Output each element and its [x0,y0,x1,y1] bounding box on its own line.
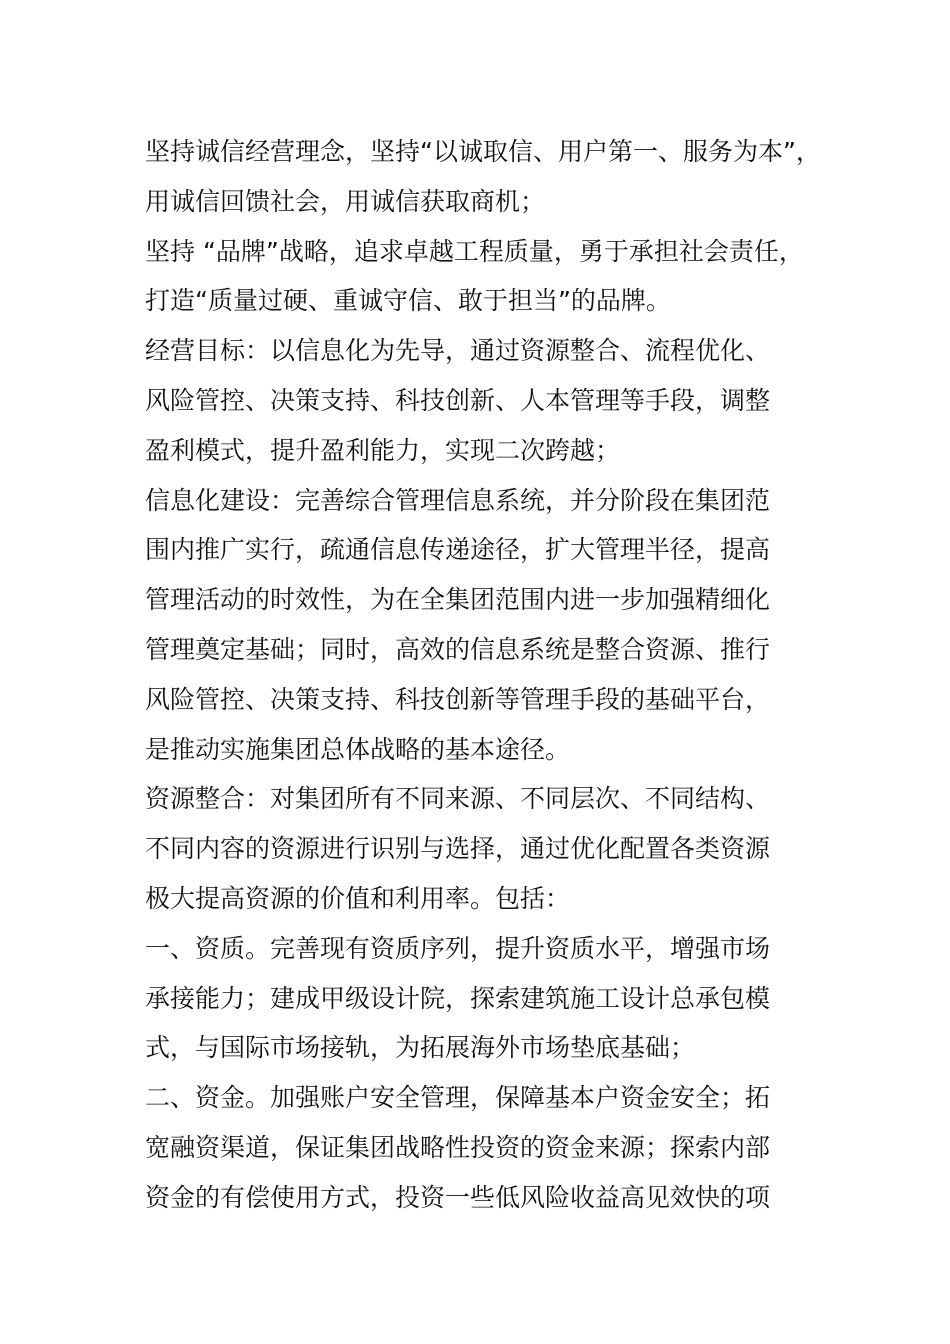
text-line: 风险管控、决策支持、科技创新等管理手段的基础平台， [145,684,771,714]
text-line: 经营目标：以信息化为先导，通过资源整合、流程优化、 [145,336,771,366]
text-line: 承接能力；建成甲级设计院，探索建筑施工设计总承包模 [145,983,771,1013]
text-line: 围内推广实行，疏通信息传递途径，扩大管理半径，提高 [145,535,771,565]
text-line: 信息化建设：完善综合管理信息系统，并分阶段在集团范 [145,485,771,515]
document-body [145,127,845,1223]
text-line: 管理奠定基础；同时，高效的信息系统是整合资源、推行 [145,634,771,664]
text-line: 二、资金。加强账户安全管理，保障基本户资金安全；拓 [145,1083,771,1113]
text-line: 资源整合：对集团所有不同来源、不同层次、不同结构、 [145,784,771,814]
text-line: 一、资质。完善现有资质序列，提升资质水平，增强市场 [145,933,771,963]
text-line: 盈利模式，提升盈利能力，实现二次跨越； [145,435,621,465]
text-line: 不同内容的资源进行识别与选择，通过优化配置各类资源 [145,834,771,864]
text-line: 坚持诚信经营理念，坚持“以诚取信、用户第一、服务为本”， [145,137,821,166]
text-line: 极大提高资源的价值和利用率。包括： [145,883,571,913]
text-line: 是推动实施集团总体战略的基本途径。 [145,734,571,764]
text-line: 宽融资渠道，保证集团战略性投资的资金来源；探索内部 [145,1132,771,1162]
text-line: 风险管控、决策支持、科技创新、人本管理等手段，调整 [145,385,771,415]
text-line: 管理活动的时效性，为在全集团范围内进一步加强精细化 [145,585,771,615]
text-line: 打造“质量过硬、重诚守信、敢于担当”的品牌。 [145,286,671,316]
text-line: 用诚信回馈社会，用诚信获取商机； [145,186,546,216]
text-line: 式，与国际市场接轨，为拓展海外市场垫底基础； [145,1033,696,1063]
text-line: 坚持 “品牌”战略，追求卓越工程质量，勇于承担社会责任， [145,236,804,266]
text-line: 资金的有偿使用方式，投资一些低风险收益高见效快的项 [145,1182,771,1212]
